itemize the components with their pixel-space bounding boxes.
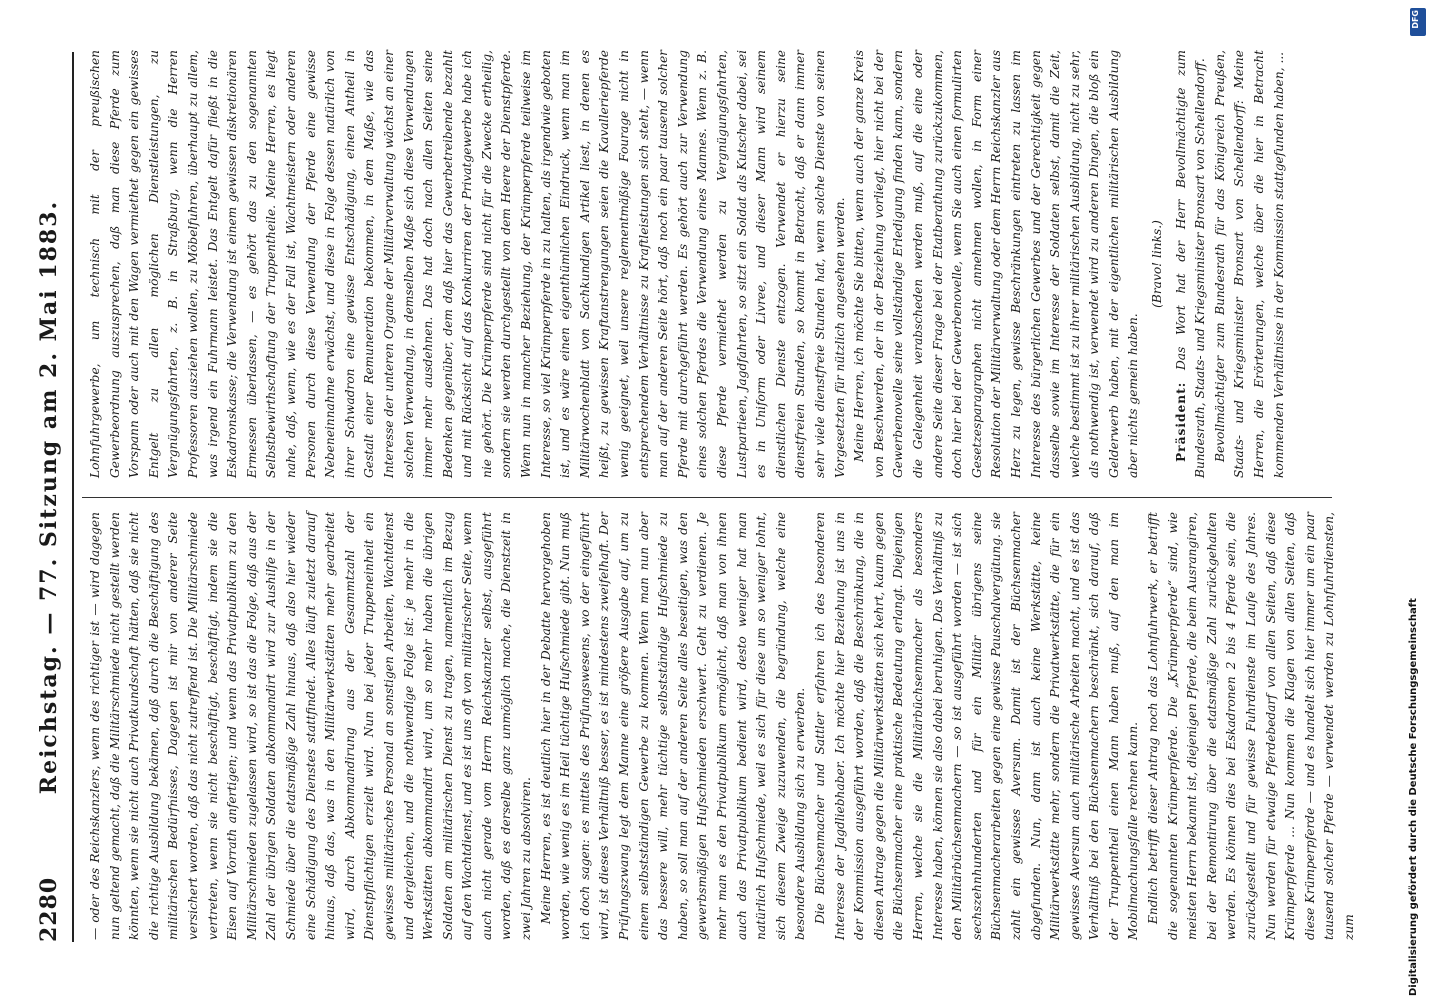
paragraph: Meine Herren, es ist deutlich hier in der Debatte hervorgehoben worden, wie wenig es im Heil tüchtige Hufschmiede gibt. Nun muß ich doch sagen: es mittels des Prüfungswesens, wo der eingeführt wird, ist dieses Verhältniß besser, es ist mindestens zweifelhaft. Der Prüfungszwang legt dem Manne eine größere Ausgabe auf, um zu einem selbstständigen Gewerbe zu kommen. Wenn man nun aber das bessere will, mehr tüchtige selbstständige Hufschmiede zu haben, so soll man auf der anderen Seite alles beseitigen, was den gewerbsmäßigen Hufschmieden erschwert. Geht zu verdienen. Je mehr man es den Privatpublikum ermöglicht, daß man von ihnen auch das Privatpublikum bedient wird, desto weniger hat man natürlich Hufschmiede, weil es sich für diese um so weniger lohnt, sich diesem Zweige zuzuwenden, die begründung, welche eine besondere Ausbildung sich zu erwerben. — [538, 512, 808, 940]
minister-paragraph: Bevollmächtigter zum Bundesrath für das Königreich Preußen, Staats- und Kriegsminister Bronsart von Schellendorff: Meine Herren, die Erörterungen, welche über die hier in Betracht kommenden Verhältnisse in der Kommission stattgefunden haben, ... — [1212, 50, 1286, 478]
dfg-logo: DFG — [1410, 8, 1426, 36]
paragraph: Die Büchsenmacher und Sattler erfahren ich des besonderen Interesse der Jagdliebhaber. Ich möchte hier Beziehung ist uns in der Kommission ausgeführt worden, daß die Beschränkung, die in diesen Antrage gegen die Militärwerkstätten sich kehrt, kaum gegen die Büchsenmacher eine praktische Bedeutung erlangt. Diejenigen Herren, welche sie die Militärbüchsenmacher als besonders Interesse haben, können sie also dabei beruhigen. Das Verhältniß zu den Militärbüchsenmachern — so ist ausgeführt worden — ist sich sechszehnhunderten und für ein Militär übrigens seine Büchsenmacherarbeiten gegen eine gewisse Pauschalvergütung. sie zahlt ein gewisses Aversum. Damit ist der Büchsenmacher abgefunden. Nun, dann ist auch keine Werkstätte, keine Militärwerkstätte mehr, sondern die Privatwerkstätte, die für ein gewisses Aversum auch militärische Arbeiten macht, und es ist das Verhältniß bei den Büchsenmachern beschränkt, sich darauf, daß der Truppentheil einen Mann haben muß, auf den man im Mobilmachungsfalle rechnen kann. — [812, 512, 1141, 940]
page-header: Reichstag. — 77. Sitzung am 2. Mai 1883. — [36, 199, 62, 795]
scanned-page — [10, 0, 1390, 990]
paragraph: — oder des Reichskanzlers, wenn des richtiger ist — wird dagegen nun geltend gemacht, daß die Militärschmiede nicht gestellt werden könnten, wenn sie nicht auch Privatkundschaft hätten, daß sie nicht die richtige Ausbildung bekämen, daß durch die Beschäftigung des militärischen Bedürfnisses, Dagegen ist mir von anderer Seite versichert worden, daß das nicht zutreffend ist. Die Militärschmiede vertreten, wenn sie nicht beschäftigt, beschäftigt, indem sie die Eisen auf Vorrath anfertigen; und wenn das Privatpublikum zu den Militärschmieden zugelassen wird, so ist das die Folge, daß aus der Zahl der übrigen Soldaten abkommandirt wird zur Aushilfe in der Schmiede über die etatsmäßige Zahl hinaus, daß also hier wieder eine Schädigung des Dienstes stattfindet. Alles läuft zuletzt darauf hinaus, daß das, was in den Militärwerkstätten mehr gearbeitet wird, durch Abkommandirung aus der Gesammtzahl der Dienstpflichtigen erzielt wird. Nun bei jeder Truppeneinheit ein gewisses militärisches Personal an sonstigen Arbeiten, Wachtdienst und dergleichen, und die nothwendige Folge ist: je mehr in die Werkstätten abkommandirt wird, um so mehr haben die übrigen Soldaten am militärischen Dienst zu tragen, namentlich im Bezug auf den Wachtdienst, und es ist uns oft von militärischer Seite, wenn auch nicht gerade vom Herrn Reichskanzler selbst, ausgeführt worden, daß es derselbe ganz unmöglich mache, die Dienstzeit in zwei Jahren zu absolviren. — [88, 512, 534, 940]
speaker-label: Präsident: — [1173, 381, 1188, 462]
paragraph: Endlich betrifft dieser Antrag noch das Lohnfuhrwerk, er betrifft die sogenannten Krümperpferde. Die „Krümperpferde“ sind, wie meisten Herrn bekannt ist, diejenigen Pferde, die beim Ausrangiren, bei der Remontirung über die etatsmäßige Zahl zurückgehalten werden. Es können dies bei Eskadronen 2 bis 4 Pferde sein, die zurückgestellt und für gewisse Fuhrdienste im Laufe des Jahres. Nun werden für etwaige Pferdebedarf von allen Seiten, daß diese Krümperpferde ... Nun kommen die Klagen von allen Seiten, daß diese Krümperpferde — und es handelt sich hier immer um ein paar tausend solcher Pferde — verwendet werden zu Lohnfuhrdiensten, zum — [1146, 512, 1356, 940]
president-text: Das Wort hat der Herr Bevollmächtigte zum Bundesrath, Staats- und Kriegsminister Bronsart von Schellendorff. — [1173, 50, 1208, 478]
paragraph: Meine Herren, ich möchte Sie bitten, wenn auch der ganze Kreis von Beschwerden, der in der Beziehung vorliegt, hier nicht bei der Gewerbenovelle seine vollständige Erledigung finden kann, sondern die Gelegenheit verabscheden werden muß, auf die eine oder andere Seite dieser Frage bei der Etatberathung zurückzukommen, doch hier bei der Gewerbenovelle, wenn Sie auch einen formulirten Gesetzesparagraphen nicht annehmen wollen, in Form einer Resolution der Militärverwaltung oder dem Herrn Reichskanzler aus Herz zu legen, gewisse Beschränkungen eintreten zu lassen im Interesse des bürgerlichen Gewerbes und der Gerechtigkeit gegen dasselbe sowie im Interesse der Soldaten selbst, damit die Zeit, welche bestimmt ist zu ihrer militärischen Ausbildung, nicht zu sehr, als nothwendig ist, verwendet wird zu anderen Dingen, die bloß ein Gelderwerb haben, mit der eigentlichen militärischen Ausbildung aber nichts gemein haben. — [852, 50, 1141, 478]
paragraph: Lohnfuhrgewerbe, um technisch mit der preußischen Gewerbeordnung auszusprechen, daß man diese Pferde zum Vorspann oder auch mit den Wagen vermiethet gegen ein gewisses Entgelt zu allen möglichen Dienstleistungen, zu Vergnügungsfahrten, z. B. in Straßburg, wenn die Herren Professoren ausziehen wollen, zu Möbelfuhren, überhaupt zu allem, was irgend ein Fuhrmann leistet. Das Entgelt dafür fließt in die Eskadronskasse; die Verwendung ist einem gewissen diskretionären Ermessen überlassen, — es gehört das zu den sogenannten Selbstbewirthschaftung der Truppentheile. Meine Herren, es liegt nahe, daß, wenn, wie es der Fall ist, Wachtmeistern oder anderen Personen durch diese Verwendung der Pferde eine gewisse Nebeneinnahme erwächst, und diese in Folge dessen natürlich von ihrer Schwadron eine gewisse Entschädigung, einen Antheil in Gestalt einer Remuneration bekommen, in dem Maße, wie das Interesse der unteren Organe der Militärverwaltung wächst an einer solchen Verwendung, in demselben Maße sich diese Verwendungen immer mehr ausdehnen. Das hat doch nach allen Seiten seine Bedenken gegenüber, dem daß hier das Gewerbetreibende bezahlt und mit Rücksicht auf das Konkurriren der Privatgewerbe habe ich nie gehört. Die Krümperpferde sind nicht für die Zwecke ertheilig, sondern sie werden durchgestellt von dem Heere der Dienstpferde. Wenn nun in mancher Beziehung, der Krümperpferde teilweise im Interesse, so viel Krümperpferde in zu halten, als irgendwie geboten ist, und es wäre einen eigenthümlichen Eindruck, wenn man im Militärwochenblatt von Sachkundigen Artikel liest, in denen es heißt, zu gewissen Kraftanstrengungen seien die Kavalleriepferde wenig geeignet, weil unsere reglementmäßige Fourage nicht in entsprechendem Verhältnisse zu Kraftleistungen sich steht, — wenn man auf der anderen Seite hört, daß noch ein paar tausend solcher Pferde mit durchgeführt werden. Es gehört auch zur Verwendung eines solchen Pferdes die Verwendung eines Mannes. Wenn z. B. diese Pferde vermiethet werden zu Vergnügungsfahrten, Lustpartieen, Jagdfahrten, so sitzt ein Soldat als Kutscher dabei, sei es in Uniform oder Livree, und dieser Mann wird seinem dienstlichen Dienste entzogen. Verwendet er hierzu seine dienstfreien Stunden, so kommt in Betracht, daß er dann immer sehr viele dienstfreie Stunden hat, wenn solche Dienste von seinen Vorgesetzten für nützlich angesehen werden. — [88, 50, 847, 478]
president-paragraph — [1172, 50, 1211, 478]
right-text-column — [86, 50, 1336, 478]
column-divider — [82, 497, 1332, 498]
stage-direction: (Bravo! links.) — [1150, 220, 1165, 308]
running-head — [32, 52, 74, 942]
left-text-column — [86, 512, 1356, 940]
page-number: 2280 — [36, 876, 62, 942]
digitization-credit: Digitalisierung gefördert durch die Deutsche Forschungsgemeinschaft — [1408, 598, 1419, 996]
